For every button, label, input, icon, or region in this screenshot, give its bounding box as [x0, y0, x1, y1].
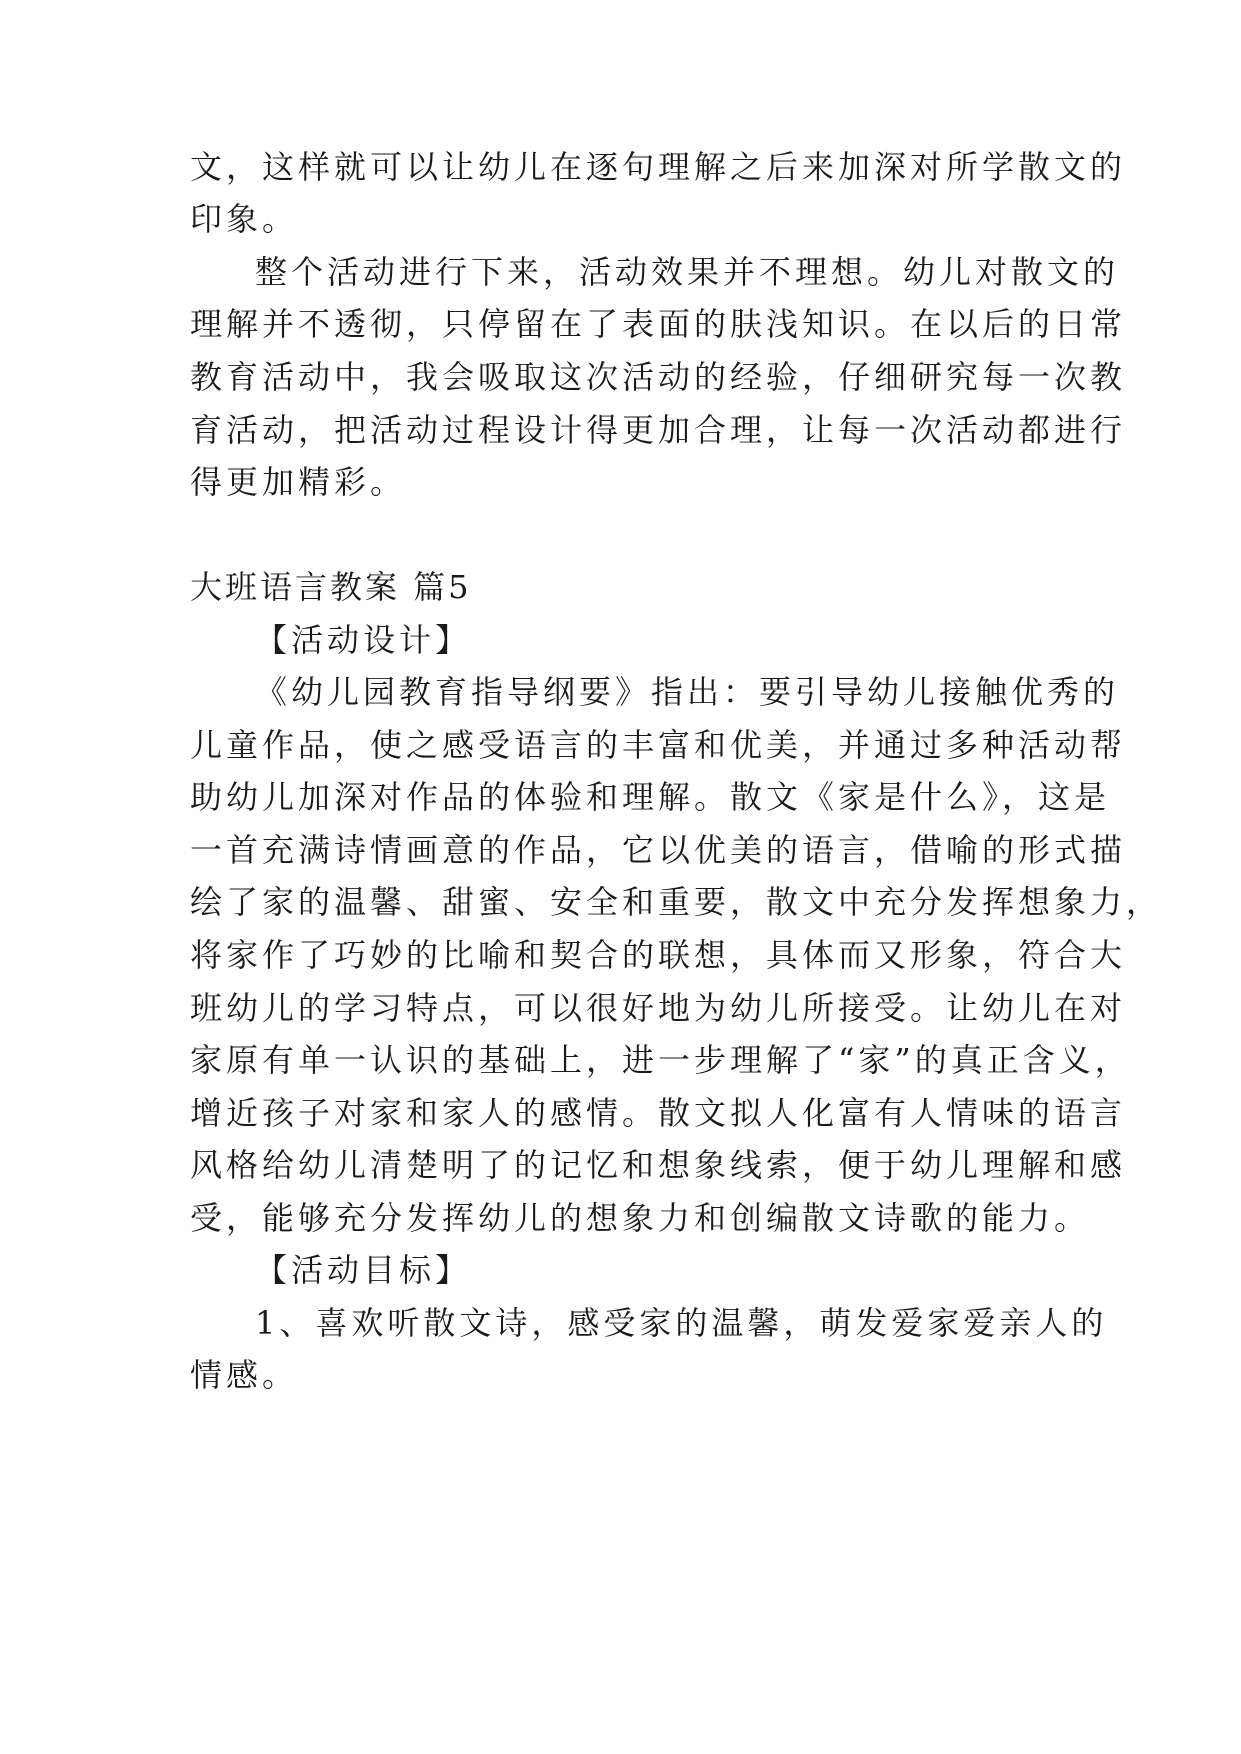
text-line: 《幼儿园教育指导纲要》指出：要引导幼儿接触优秀的	[255, 673, 1120, 711]
text-line: 家原有单一认识的基础上，进一步理解了“家”的真正含义，	[190, 1041, 1131, 1079]
text-line: 受，能够充分发挥幼儿的想象力和创编散文诗歌的能力。	[190, 1199, 1091, 1237]
text-line: 情感。	[190, 1356, 299, 1394]
text-line: 儿童作品，使之感受语言的丰富和优美，并通过多种活动帮	[190, 726, 1127, 764]
text-line: 一首充满诗情画意的作品，它以优美的语言，借喻的形式描	[190, 831, 1127, 869]
text-line: 助幼儿加深对作品的体验和理解。散文《家是什么》，这是	[190, 778, 1111, 816]
text-line: 将家作了巧妙的比喻和契合的联想，具体而又形象，符合大	[190, 936, 1127, 974]
text-line: 理解并不透彻，只停留在了表面的肤浅知识。在以后的日常	[190, 305, 1127, 343]
text-line: 风格给幼儿清楚明了的记忆和想象线索，便于幼儿理解和感	[190, 1146, 1127, 1184]
text-line: 教育活动中，我会吸取这次活动的经验，仔细研究每一次教	[190, 358, 1127, 396]
subheading-design: 【活动设计】	[255, 621, 472, 659]
section-title: 大班语言教案 篇5	[190, 568, 472, 606]
text-line: 得更加精彩。	[190, 463, 407, 501]
text-line: 育活动，把活动过程设计得更加合理，让每一次活动都进行	[190, 411, 1127, 449]
text-line: 文，这样就可以让幼儿在逐句理解之后来加深对所学散文的	[190, 148, 1127, 186]
text-line: 1、喜欢听散文诗，感受家的温馨，萌发爱家爱亲人的	[255, 1304, 1108, 1342]
text-line: 班幼儿的学习特点，可以很好地为幼儿所接受。让幼儿在对	[190, 989, 1127, 1027]
subheading-goal: 【活动目标】	[255, 1251, 472, 1289]
text-line: 印象。	[190, 200, 299, 238]
text-line: 绘了家的温馨、甜蜜、安全和重要，散文中充分发挥想象力，	[190, 883, 1163, 921]
text-line: 增近孩子对家和家人的感情。散文拟人化富有人情味的语言	[190, 1094, 1127, 1132]
text-line: 整个活动进行下来，活动效果并不理想。幼儿对散文的	[255, 253, 1120, 291]
